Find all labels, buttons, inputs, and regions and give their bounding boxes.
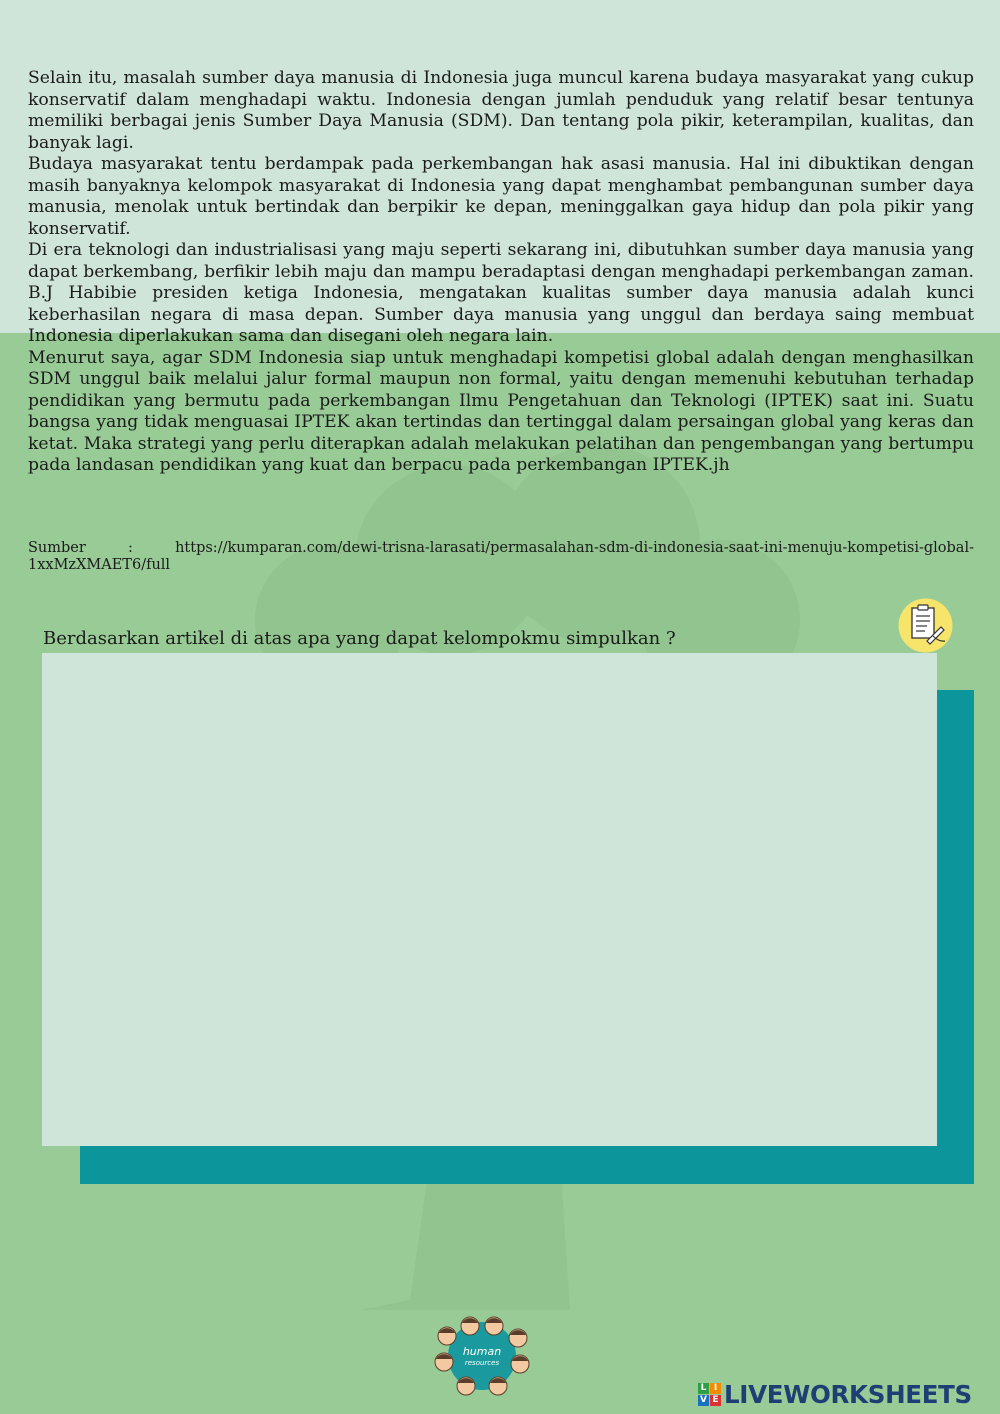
article-paragraph-1: Selain itu, masalah sumber daya manusia di Indonesia juga muncul karena budaya masyarakat yang cukup konservatif dalam menghadapi waktu. Indonesia dengan jumlah penduduk yang relatif besar tentunya memiliki berbagai jenis Sumber Daya Manusia (SDM). Dan tentang pola pikir, keterampilan, kualitas, dan banyak lagi. xyxy=(28,68,974,153)
live-badge-icon xyxy=(698,1383,721,1406)
human-resources-logo xyxy=(432,1314,532,1398)
live-letter-e: E xyxy=(710,1395,721,1406)
logo-text-human: human xyxy=(462,1345,502,1358)
question-prompt: Berdasarkan artikel di atas apa yang dapat kelompokmu simpulkan ? xyxy=(43,628,676,649)
source-citation: Sumber : https://kumparan.com/dewi-trisna-larasati/permasalahan-sdm-di-indonesia-saat-ini-menuju-kompetisi-global-1xxMzXMAET6/full xyxy=(28,540,974,573)
article-text xyxy=(28,68,974,477)
live-letter-l: L xyxy=(698,1383,709,1394)
article-paragraph-2: Budaya masyarakat tentu berdampak pada perkembangan hak asasi manusia. Hal ini dibuktikan dengan masih banyaknya kelompok masyarakat di Indonesia yang dapat menghambat pembangunan sumber daya manusia, menolak untuk bertindak dan berpikir ke depan, meninggalkan gaya hidup dan pola pikir yang konservatif. xyxy=(28,154,974,239)
answer-textarea[interactable] xyxy=(42,653,937,1146)
note-writing-icon xyxy=(897,597,954,654)
live-letter-v: V xyxy=(698,1395,709,1406)
live-letter-i: I xyxy=(710,1383,721,1394)
liveworksheets-brand[interactable] xyxy=(698,1378,972,1410)
liveworksheets-wordmark: LIVEWORKSHEETS xyxy=(724,1379,972,1409)
article-paragraph-3: Di era teknologi dan industrialisasi yang maju seperti sekarang ini, dibutuhkan sumber daya manusia yang dapat berkembang, berfikir lebih maju dan mampu beradaptasi dengan menghadapi perkembangan zaman. B.J Habibie presiden ketiga Indonesia, mengatakan kualitas sumber daya manusia adalah kunci keberhasilan negara di masa depan. Sumber daya manusia yang unggul dan berdaya saing membuat Indonesia diperlakukan sama dan disegani oleh negara lain. xyxy=(28,240,974,346)
logo-text-resources: resources xyxy=(464,1359,500,1367)
article-paragraph-4: Menurut saya, agar SDM Indonesia siap untuk menghadapi kompetisi global adalah dengan menghasilkan SDM unggul baik melalui jalur formal maupun non formal, yaitu dengan memenuhi kebutuhan terhadap pendidikan yang bermutu pada perkembangan Ilmu Pengetahuan dan Teknologi (IPTEK) saat ini. Suatu bangsa yang tidak menguasai IPTEK akan tertindas dan tertinggal dalam persaingan global yang keras dan ketat. Maka strategi yang perlu diterapkan adalah melakukan pelatihan dan pengembangan yang bertumpu pada landasan pendidikan yang kuat dan berpacu pada perkembangan IPTEK.jh xyxy=(28,347,974,475)
